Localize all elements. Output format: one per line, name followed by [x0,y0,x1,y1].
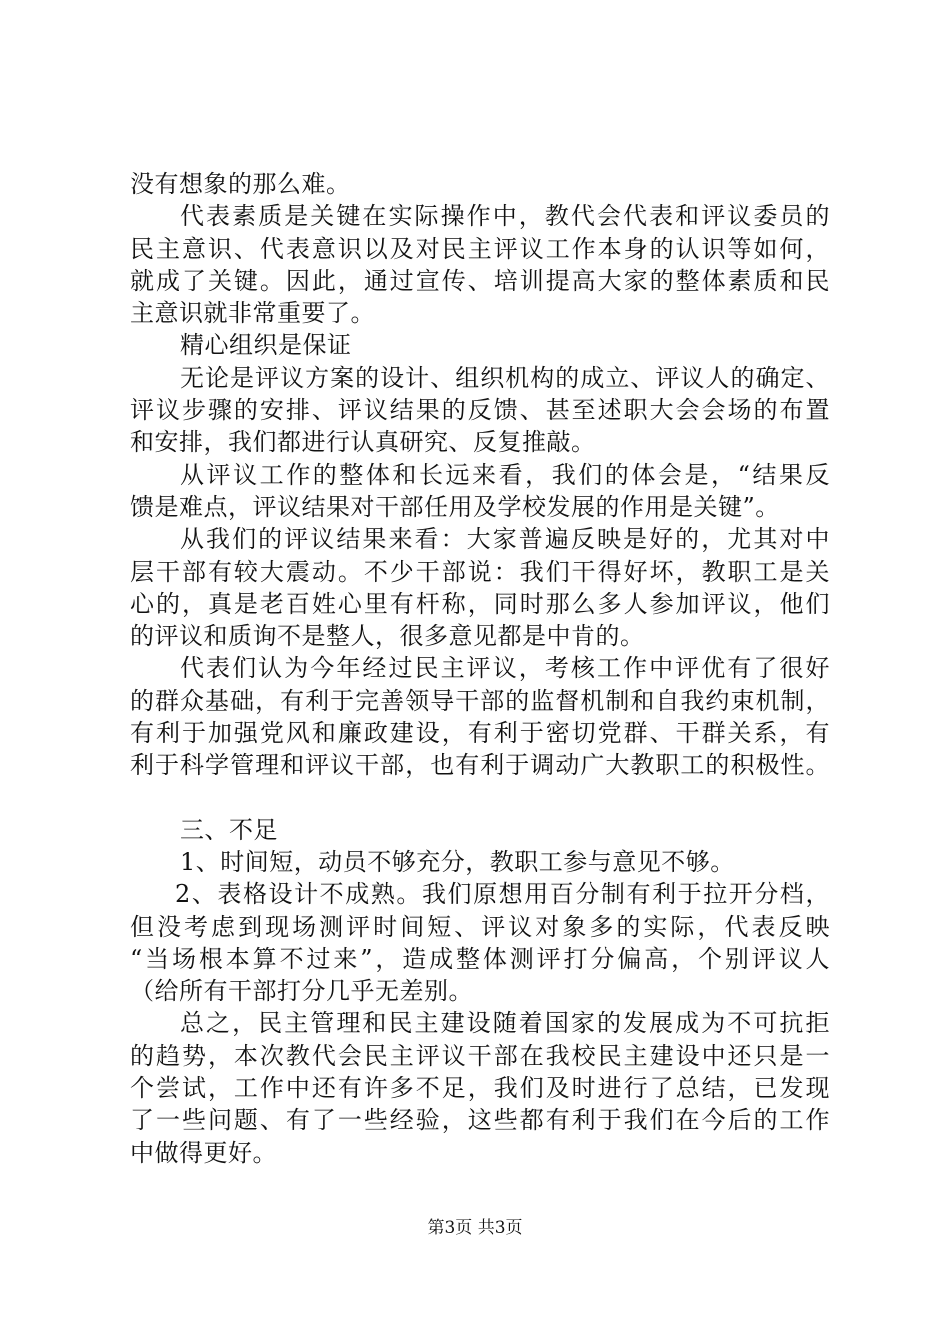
section-heading: 三、不足 [180,815,278,844]
text-line: 个尝试，工作中还有许多不足，我们及时进行了总结，已发现 [130,1074,830,1103]
text-line: 主意识就非常重要了。 [130,299,375,328]
text-line: 心的，真是老百姓心里有杆称，同时那么多人参加评议，他们 [130,589,830,618]
text-line: 从评议工作的整体和长远来看，我们的体会是，“结果反 [180,460,830,489]
text-line: 的趋势，本次教代会民主评议干部在我校民主建设中还只是一 [130,1041,830,1070]
text-line: 代表们认为今年经过民主评议，考核工作中评优有了很好 [180,654,830,683]
text-line: 了一些问题、有了一些经验，这些都有利于我们在今后的工作 [130,1106,830,1135]
list-item: 2、表格设计不成熟。我们原想用百分制有利于拉开分档， [175,880,830,909]
document-body [130,168,830,1169]
page-number-footer: 第3页 共3页 [427,1218,523,1238]
text-line: 的群众基础，有利于完善领导干部的监督机制和自我约束机制， [130,686,830,715]
text-line: 有利于加强党风和廉政建设，有利于密切党群、干群关系，有 [130,719,830,748]
list-item: 1、时间短，动员不够充分，教职工参与意见不够。 [180,847,735,876]
text-line: 就成了关键。因此，通过宣传、培训提高大家的整体素质和民 [130,266,830,295]
text-line: 的评议和质询不是整人，很多意见都是中肯的。 [130,622,645,651]
text-line: 层干部有较大震动。不少干部说：我们干得好坏，教职工是关 [130,557,830,586]
text-line: 没有想象的那么难。 [130,170,351,198]
text-line: 总之，民主管理和民主建设随着国家的发展成为不可抗拒 [180,1009,830,1038]
text-line: 民主意识、代表意识以及对民主评议工作本身的认识等如何， [130,234,830,263]
text-line: （给所有干部打分几乎无差别。 [130,977,473,1006]
text-line: 无论是评议方案的设计、组织机构的成立、评议人的确定、 [180,363,830,392]
text-line: 代表素质是关键在实际操作中，教代会代表和评议委员的 [180,202,830,231]
text-line: 利于科学管理和评议干部，也有利于调动广大教职工的积极性。 [130,751,830,780]
paragraph-gap [130,782,830,814]
text-line: 但没考虑到现场测评时间短、评议对象多的实际，代表反映 [130,912,830,941]
text-line: 和安排，我们都进行认真研究、反复推敲。 [130,428,596,457]
text-line: 评议步骤的安排、评议结果的反馈、甚至述职大会会场的布置 [130,396,830,425]
section-heading: 精心组织是保证 [180,331,352,360]
text-line: 中做得更好。 [130,1138,277,1167]
text-line: “当场根本算不过来”，造成整体测评打分偏高，个别评议人 [130,944,830,973]
text-line: 从我们的评议结果来看：大家普遍反映是好的，尤其对中 [180,525,830,554]
text-line: 馈是难点，评议结果对干部任用及学校发展的作用是关键”。 [130,492,780,521]
